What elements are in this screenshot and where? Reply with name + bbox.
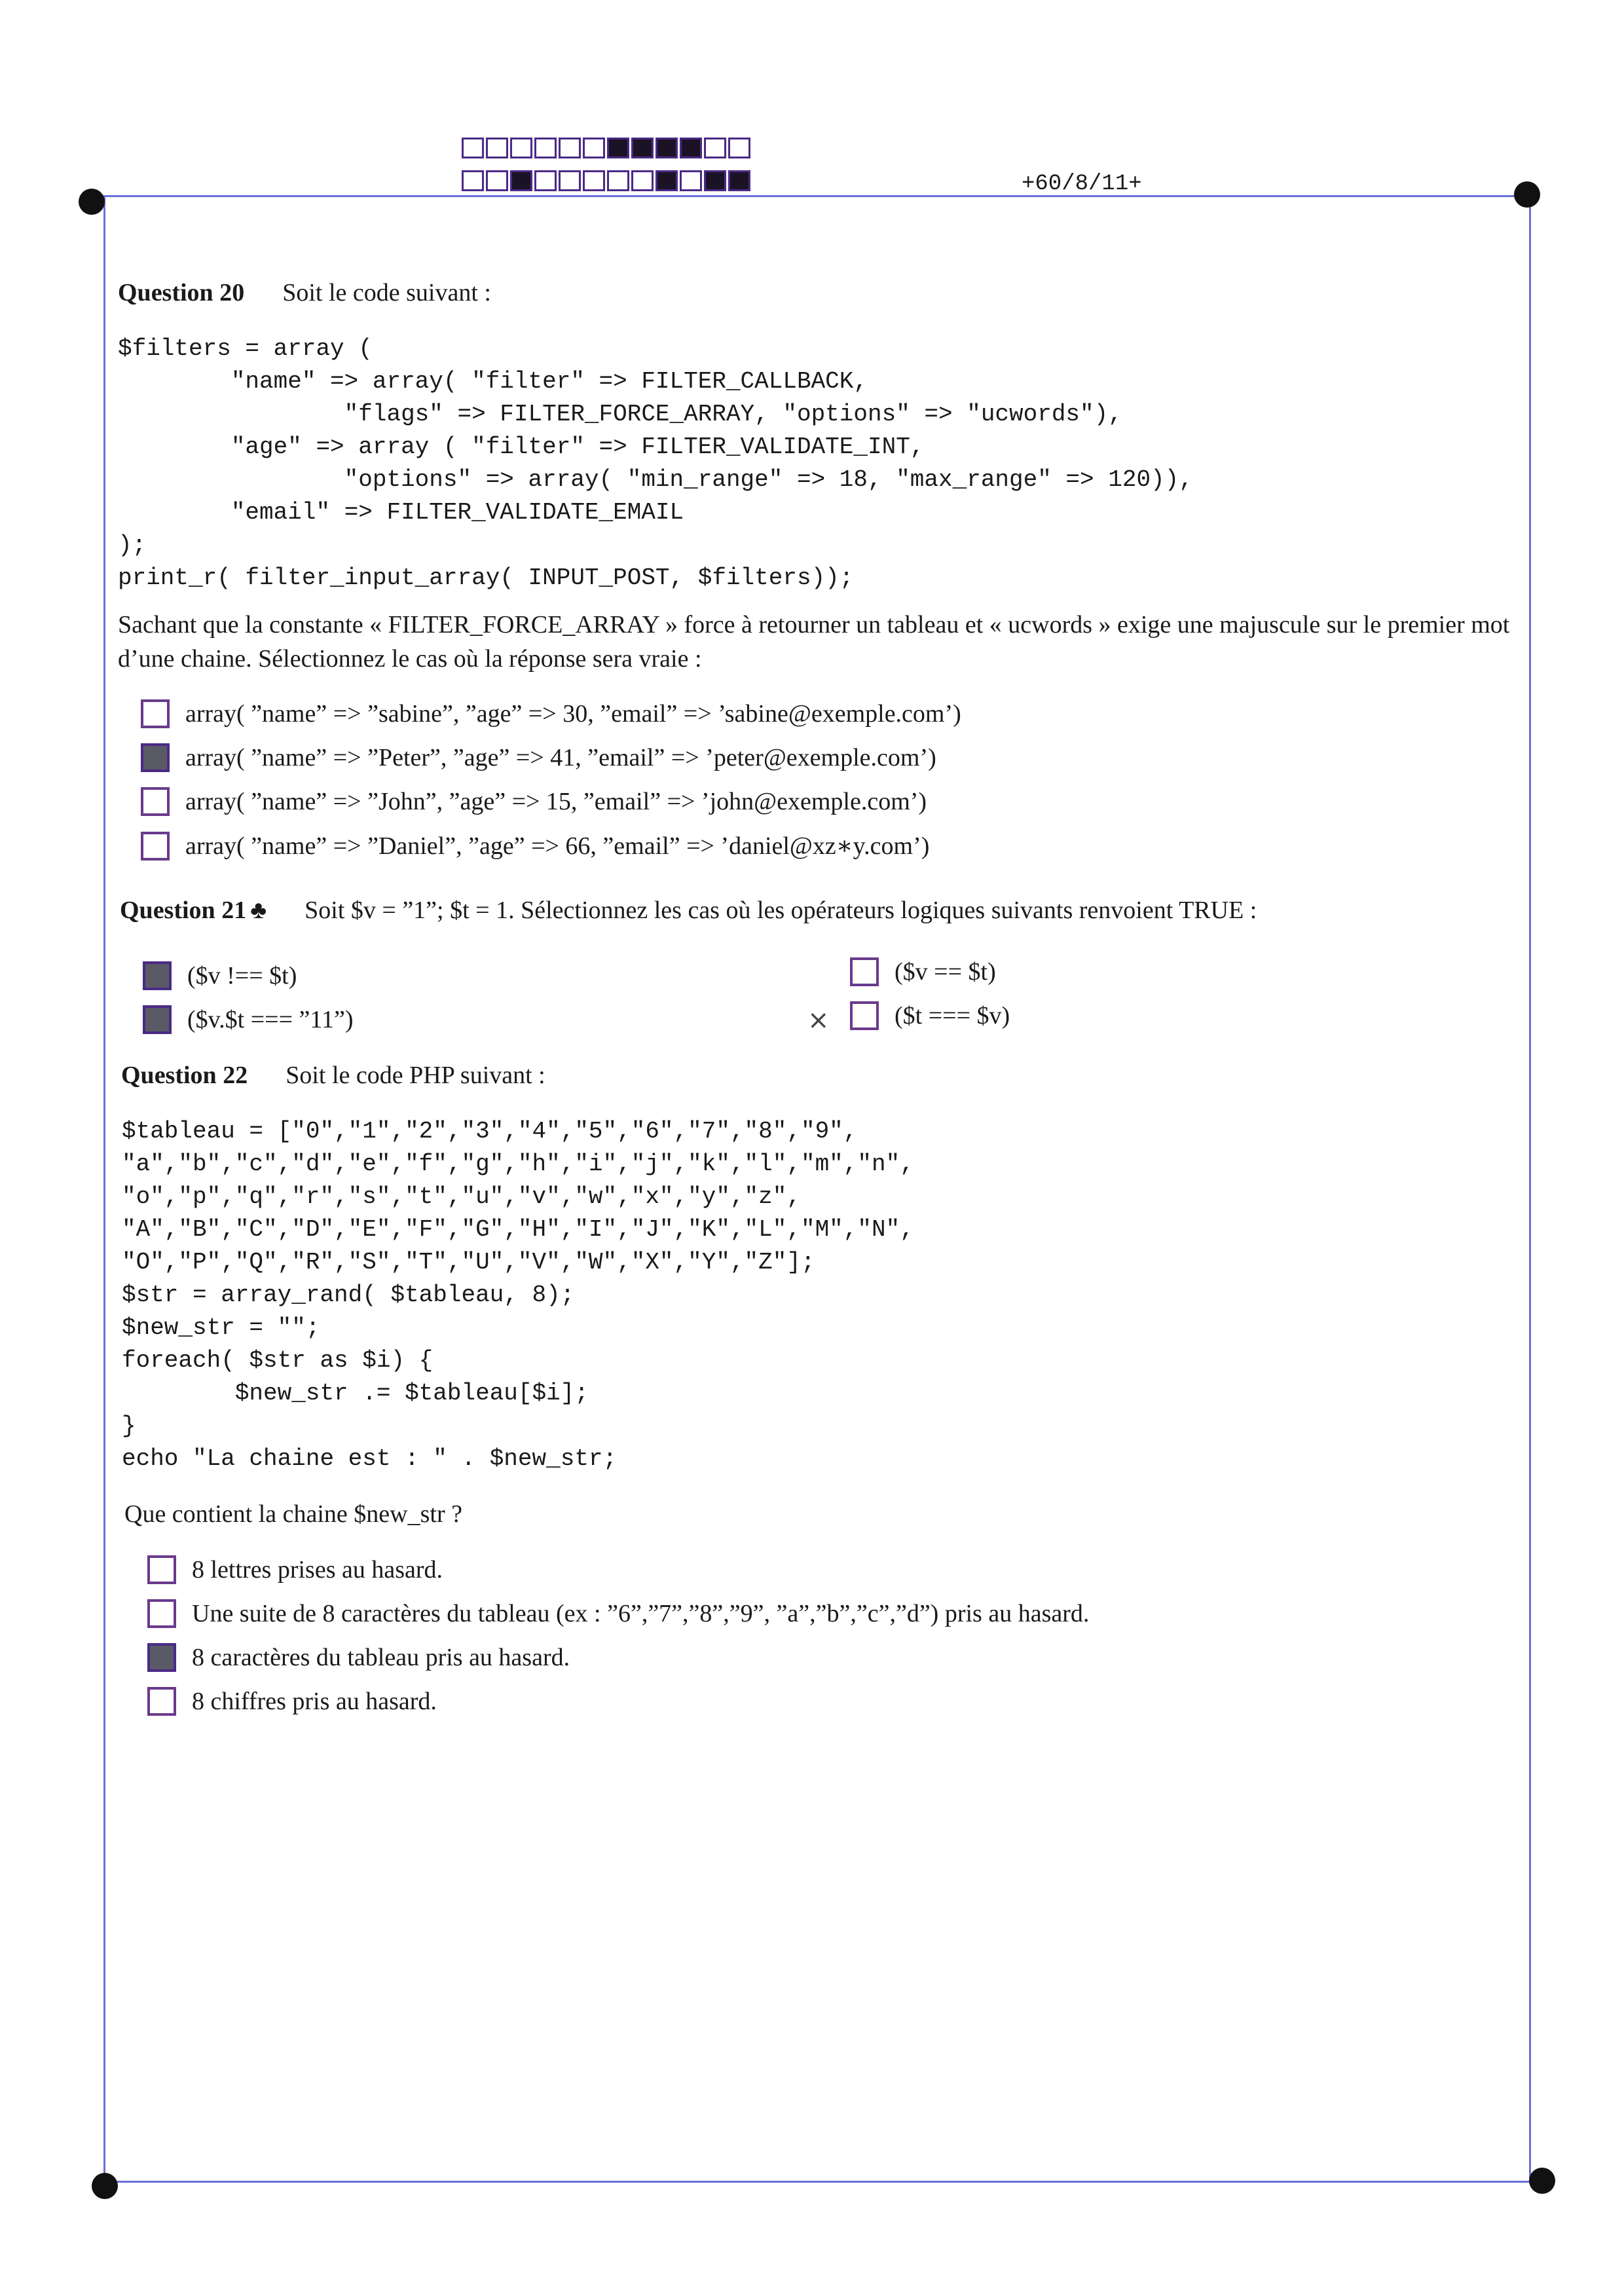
answer-checkbox[interactable] (143, 1005, 172, 1034)
answer-label: 8 lettres prises au hasard. (192, 1556, 443, 1583)
frame-bottom-line (105, 2181, 1536, 2183)
question-22-text: Que contient la chaine $new_str ? (124, 1500, 462, 1528)
question-21-answer-1[interactable] (143, 961, 297, 990)
barcode-cell (631, 138, 654, 158)
answer-checkbox[interactable] (141, 832, 170, 861)
barcode-cell (534, 170, 557, 191)
barcode-cell (534, 138, 557, 158)
club-icon: ♣ (250, 897, 267, 924)
barcode-cell (631, 170, 654, 191)
answer-label: array( ”name” => ”Daniel”, ”age” => 66, ”email” => ’daniel@xz∗y.com’) (185, 832, 930, 860)
answer-label: ($v !== $t) (187, 962, 297, 990)
answer-label: array( ”name” => ”sabine”, ”age” => 30, ”email” => ’sabine@exemple.com’) (185, 700, 961, 728)
frame-top-line (92, 195, 1529, 197)
barcode-cell (655, 170, 678, 191)
answer-checkbox[interactable] (850, 1001, 879, 1030)
barcode-row-2 (462, 170, 750, 191)
question-20-answer-3[interactable] (141, 787, 927, 816)
question-20-answer-2[interactable] (141, 743, 936, 772)
answer-checkbox[interactable] (141, 699, 170, 728)
answer-label: array( ”name” => ”Peter”, ”age” => 41, ”email” => ’peter@exemple.com’) (185, 744, 936, 771)
barcode-cell (559, 138, 581, 158)
barcode-cell (728, 170, 750, 191)
barcode-cell (583, 138, 605, 158)
question-21-answer-2[interactable] (850, 957, 996, 986)
answer-label: ($v.$t === ”11”) (187, 1006, 354, 1033)
handwritten-cross-mark: × (807, 1005, 830, 1035)
question-20-header (118, 278, 491, 307)
frame-left-line (103, 196, 105, 2181)
question-22-answer-1[interactable] (147, 1555, 443, 1584)
barcode-cell (655, 138, 678, 158)
answer-checkbox[interactable] (147, 1687, 176, 1716)
question-number: Question 20 (118, 279, 245, 306)
barcode-cell (462, 138, 484, 158)
barcode-cell (704, 170, 726, 191)
question-20-answer-1[interactable] (141, 699, 961, 728)
question-prompt: Soit le code PHP suivant : (286, 1062, 545, 1089)
answer-label: ($t === $v) (895, 1002, 1010, 1029)
frame-right-line (1529, 195, 1531, 2179)
question-21-answer-4[interactable] (850, 1001, 1010, 1030)
question-22-header (121, 1061, 545, 1090)
answer-label: ($v == $t) (895, 958, 996, 986)
question-prompt: Soit le code suivant : (282, 279, 491, 306)
barcode-cell (704, 138, 726, 158)
barcode-cell (607, 170, 629, 191)
question-20-code: $filters = array ( "name" => array( "filter" => FILTER_CALLBACK, "flags" => FILTER_FORCE_ARRAY, "options" => "ucwords"), "age" => array ( "filter" => FILTER_VALIDATE_INT, "options" => array( "min_range" => 18, "max_range" => 120)), "email" => FILTER_VALIDATE_EMAIL ); print_r( filter_input_array( INPUT_POST, $filters)); (118, 335, 1193, 591)
question-20-text: Sachant que la constante « FILTER_FORCE_ARRAY » force à retourner un tableau et « ucwords » exige une majuscule sur le premier mot d’une chaine. Sélectionnez le cas où la réponse sera vraie : (118, 611, 1510, 673)
barcode-cell (607, 138, 629, 158)
barcode-cell (486, 170, 508, 191)
question-prompt: Soit $v = ”1”; $t = 1. Sélectionnez les cas où les opérateurs logiques suivants renvoient TRUE : (304, 897, 1257, 924)
answer-checkbox[interactable] (143, 961, 172, 990)
question-20-answer-4[interactable] (141, 831, 929, 861)
barcode-cell (583, 170, 605, 191)
answer-checkbox[interactable] (141, 787, 170, 816)
corner-marker-bottom-right (1529, 2168, 1555, 2194)
corner-marker-top-left (79, 189, 105, 215)
question-21-answer-3[interactable] (143, 1005, 354, 1034)
answer-checkbox[interactable] (147, 1555, 176, 1584)
question-21-header (120, 896, 1257, 925)
answer-label: Une suite de 8 caractères du tableau (ex : ”6”,”7”,”8”,”9”, ”a”,”b”,”c”,”d”) pris au hasard. (192, 1600, 1090, 1627)
question-22-answer-3[interactable] (147, 1643, 570, 1672)
barcode-cell (680, 138, 702, 158)
barcode-cell (486, 138, 508, 158)
barcode-cell (462, 170, 484, 191)
barcode-cell (559, 170, 581, 191)
question-number: Question 22 (121, 1062, 248, 1089)
answer-checkbox[interactable] (850, 957, 879, 986)
corner-marker-bottom-left (92, 2173, 118, 2199)
answer-checkbox[interactable] (147, 1643, 176, 1672)
question-22-answer-2[interactable] (147, 1599, 1089, 1628)
barcode-cell (510, 138, 532, 158)
question-22-code: $tableau = ["0","1","2","3","4","5","6","7","8","9", "a","b","c","d","e","f","g","h","i","j","k","l","m","n", "o","p","q","r","s","t","u","v","w","x","y","z", "A","B","C","D","E","F","G","H","I","J","K","L","M","N", "O","P","Q","R","S","T","U","V","W","X","Y","Z"]; $str = array_rand( $tableau, 8); $new_str = ""; foreach( $str as $i) { $new_str .= $tableau[$i]; } echo "La chaine est : " . $new_str; (122, 1118, 914, 1472)
barcode-cell (510, 170, 532, 191)
question-number: Question 21 ♣ (120, 897, 267, 924)
barcode-cell (680, 170, 702, 191)
question-22-answer-4[interactable] (147, 1687, 437, 1716)
barcode-cell (728, 138, 750, 158)
answer-checkbox[interactable] (141, 743, 170, 772)
answer-label: 8 chiffres pris au hasard. (192, 1688, 437, 1715)
answer-label: 8 caractères du tableau pris au hasard. (192, 1644, 570, 1671)
page-identifier: +60/8/11+ (1022, 172, 1142, 196)
answer-checkbox[interactable] (147, 1599, 176, 1628)
corner-marker-top-right (1514, 181, 1540, 208)
answer-label: array( ”name” => ”John”, ”age” => 15, ”email” => ’john@exemple.com’) (185, 788, 927, 815)
barcode-row-1 (462, 138, 750, 158)
